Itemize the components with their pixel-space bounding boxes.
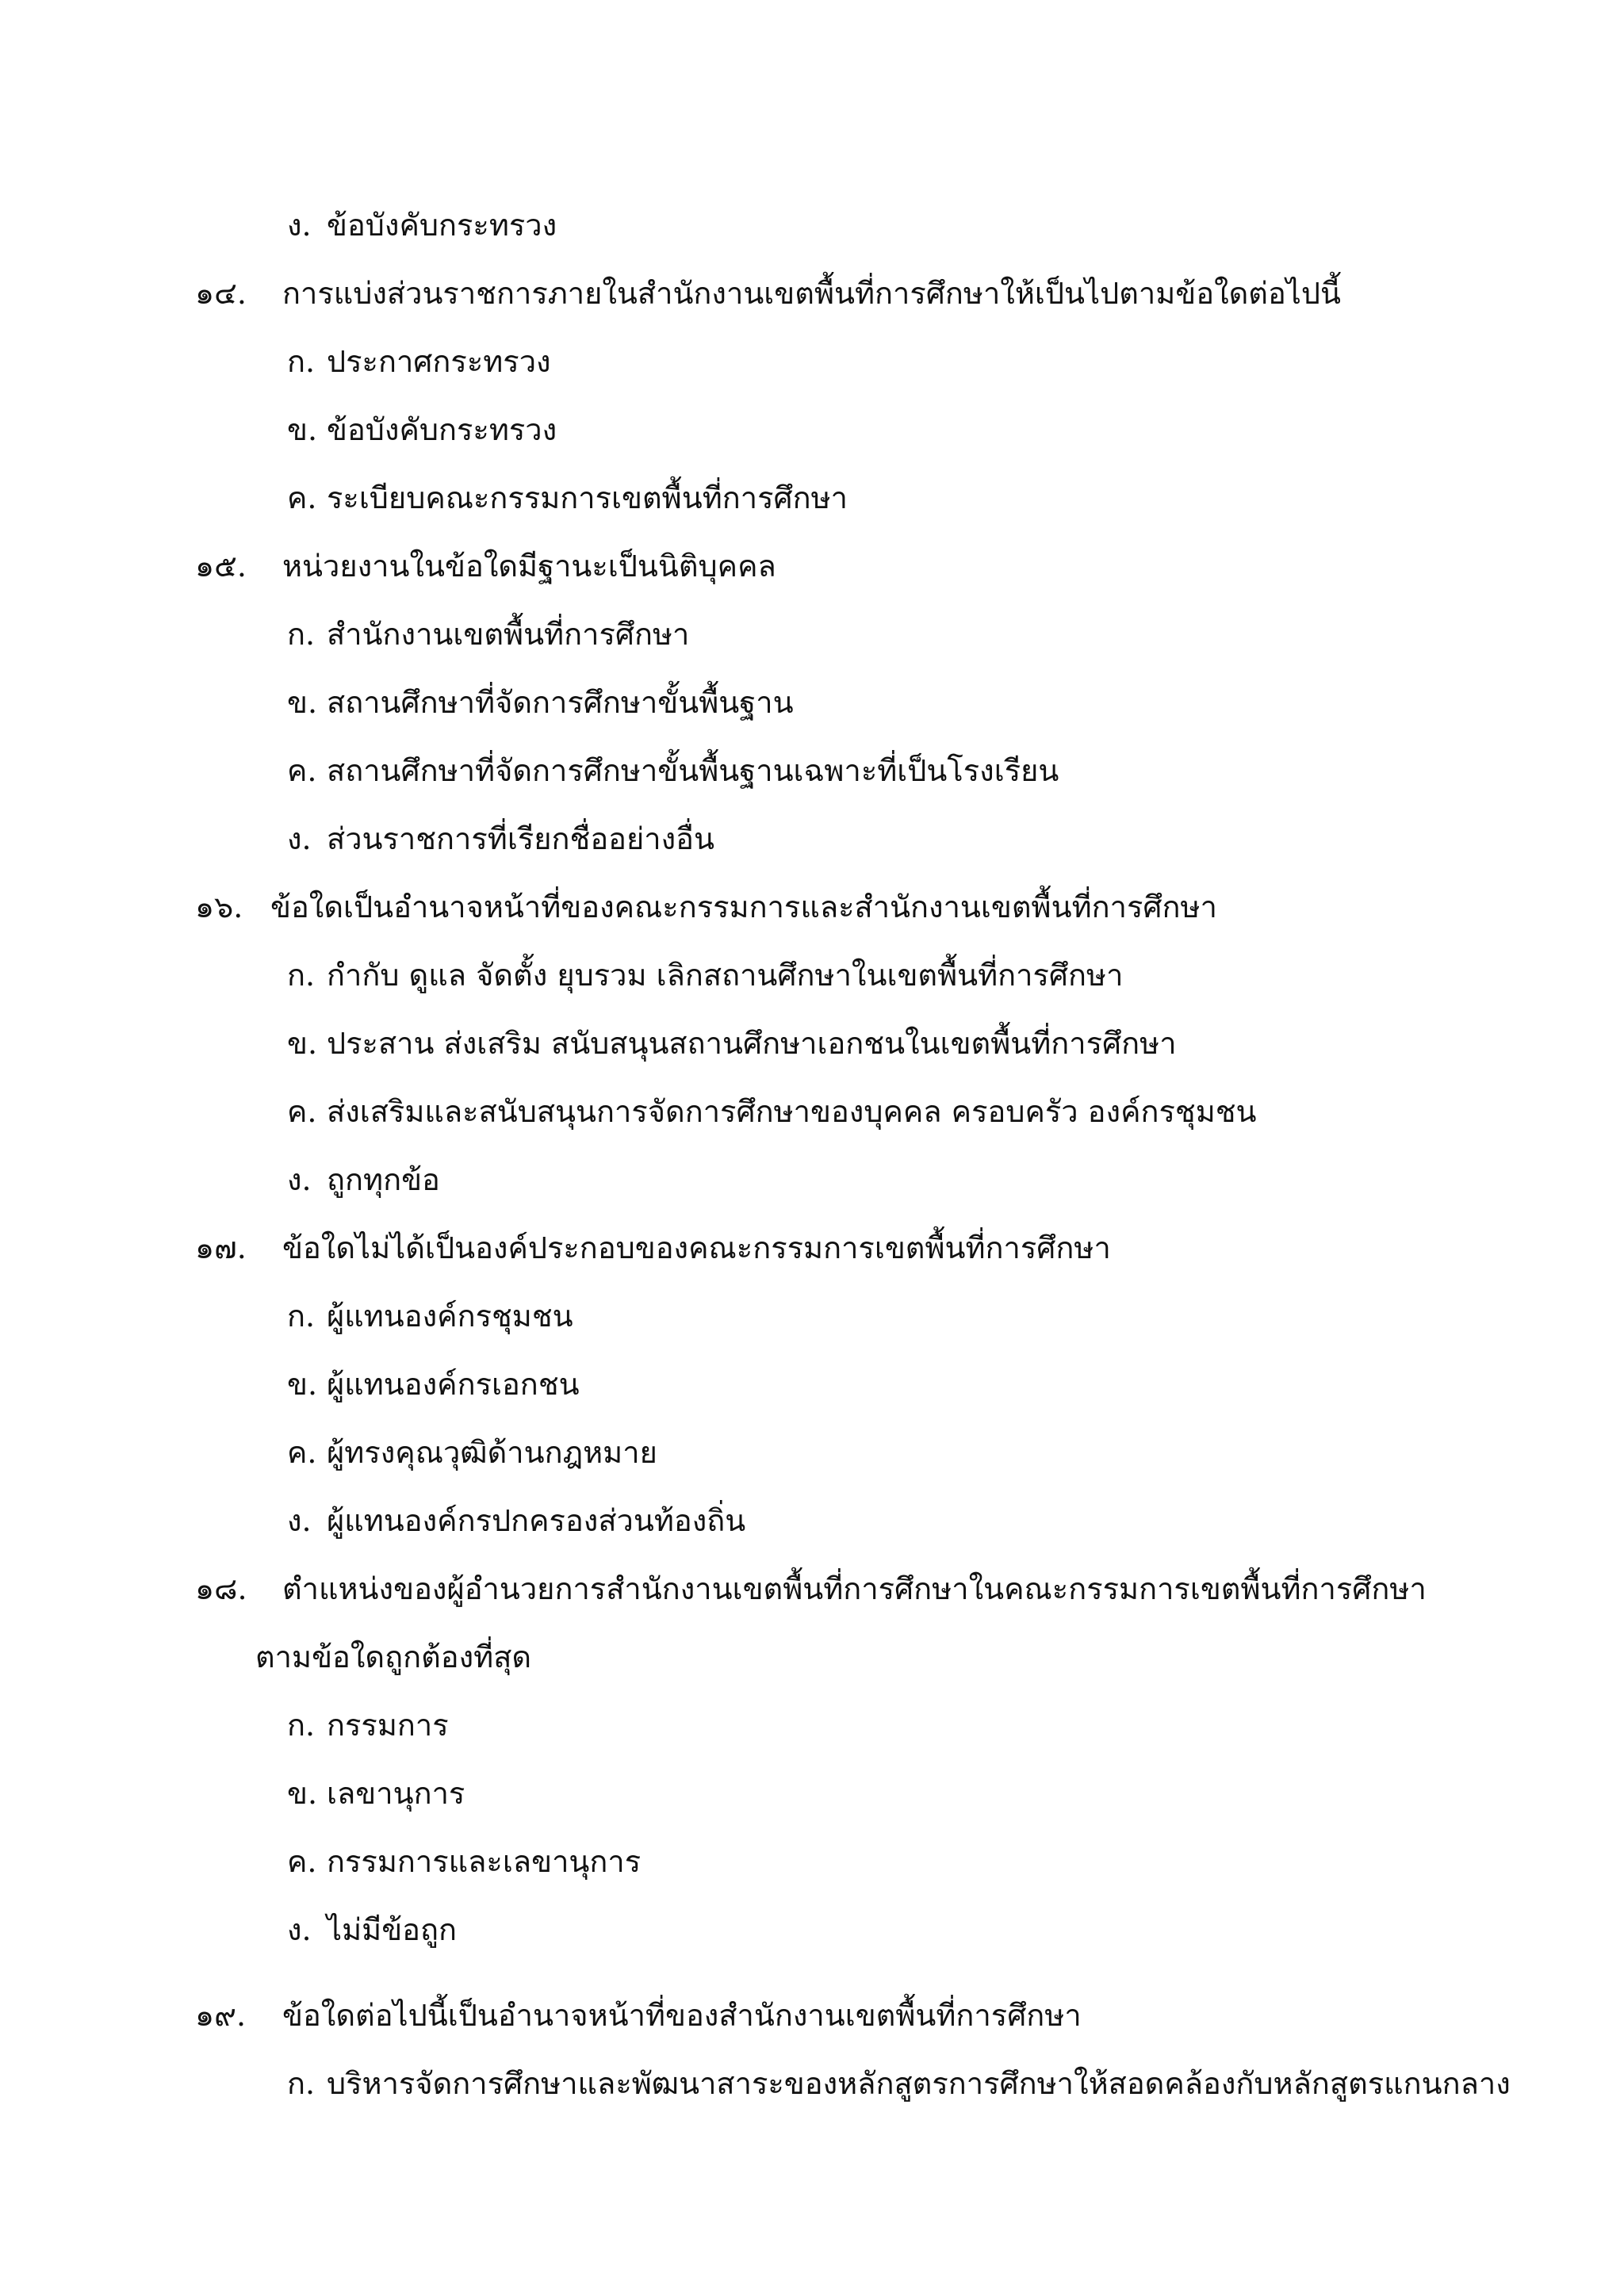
option-text: ข้อบังคับกระทรวง bbox=[327, 208, 557, 243]
option-text: ไม่มีข้อถูก bbox=[327, 1912, 458, 1947]
option-letter: ข. bbox=[287, 1026, 318, 1061]
option-line bbox=[287, 1026, 1177, 1062]
option-line bbox=[287, 1094, 1257, 1131]
question-text: ตำแหน่งของผู้อำนวยการสำนักงานเขตพื้นที่การศึกษาในคณะกรรมการเขตพื้นที่การศึกษา bbox=[282, 1571, 1427, 1606]
option-line bbox=[287, 958, 1123, 994]
option-line bbox=[287, 1162, 440, 1199]
option-text: เลขานุการ bbox=[327, 1776, 465, 1811]
option-line bbox=[287, 1367, 580, 1403]
option-text: กรรมการและเลขานุการ bbox=[327, 1844, 642, 1879]
question-number: ๑๙. bbox=[195, 1998, 247, 2033]
option-text: สถานศึกษาที่จัดการศึกษาขั้นพื้นฐาน bbox=[327, 685, 794, 720]
option-text: สำนักงานเขตพื้นที่การศึกษา bbox=[327, 617, 690, 652]
option-letter: ค. bbox=[287, 1844, 317, 1879]
option-text: ผู้แทนองค์กรเอกชน bbox=[327, 1367, 580, 1402]
option-line bbox=[287, 1776, 465, 1812]
question-text: ข้อใดไม่ได้เป็นองค์ประกอบของคณะกรรมการเขตพื้นที่การศึกษา bbox=[282, 1230, 1111, 1265]
question-number: ๑๗. bbox=[195, 1230, 247, 1265]
question-number: ๑๔. bbox=[195, 276, 247, 311]
option-letter: ก. bbox=[287, 2066, 316, 2101]
option-text: กำกับ ดูแล จัดตั้ง ยุบรวม เลิกสถานศึกษาในเขตพื้นที่การศึกษา bbox=[327, 958, 1124, 993]
question-number: ๑๖. bbox=[195, 890, 243, 924]
option-letter: ค. bbox=[287, 753, 317, 788]
option-text: ผู้แทนองค์กรปกครองส่วนท้องถิ่น bbox=[327, 1503, 746, 1538]
option-letter: ง. bbox=[287, 1912, 312, 1947]
option-letter: ข. bbox=[287, 1776, 318, 1811]
option-letter: ค. bbox=[287, 1094, 317, 1129]
option-letter: ข. bbox=[287, 1367, 318, 1402]
question-line bbox=[195, 890, 1217, 926]
question-text: ข้อใดต่อไปนี้เป็นอำนาจหน้าที่ของสำนักงานเขตพื้นที่การศึกษา bbox=[282, 1998, 1082, 2033]
question-continuation bbox=[255, 1640, 531, 1676]
option-letter: ง. bbox=[287, 1503, 312, 1538]
option-text: บริหารจัดการศึกษาและพัฒนาสาระของหลักสูตรการศึกษาให้สอดคล้องกับหลักสูตรแกนกลาง bbox=[327, 2066, 1511, 2101]
option-letter: ก. bbox=[287, 1708, 316, 1743]
option-text: ส่วนราชการที่เรียกชื่ออย่างอื่น bbox=[327, 821, 714, 856]
option-text: ประกาศกระทรวง bbox=[327, 344, 551, 379]
option-line bbox=[287, 685, 794, 721]
option-text: ถูกทุกข้อ bbox=[327, 1162, 440, 1197]
question-line bbox=[195, 1998, 1082, 2034]
question-number: ๑๘. bbox=[195, 1571, 247, 1606]
question-text: หน่วยงานในข้อใดมีฐานะเป็นนิติบุคคล bbox=[282, 549, 776, 584]
option-line bbox=[287, 1503, 745, 1540]
option-letter: ก. bbox=[287, 344, 316, 379]
option-letter: ค. bbox=[287, 1435, 317, 1470]
question-line bbox=[195, 549, 776, 585]
option-text: ประสาน ส่งเสริม สนับสนุนสถานศึกษาเอกชนในเขตพื้นที่การศึกษา bbox=[327, 1026, 1177, 1061]
option-line bbox=[287, 1435, 657, 1471]
option-line bbox=[287, 1844, 641, 1881]
option-line bbox=[287, 208, 557, 244]
option-letter: ข. bbox=[287, 412, 318, 447]
option-line bbox=[287, 480, 848, 517]
question-text: ตามข้อใดถูกต้องที่สุด bbox=[255, 1640, 532, 1674]
option-line bbox=[287, 412, 557, 449]
option-line bbox=[287, 1299, 573, 1335]
option-line bbox=[287, 821, 714, 858]
option-letter: ข. bbox=[287, 685, 318, 720]
option-line bbox=[287, 753, 1059, 790]
option-line bbox=[287, 1708, 449, 1744]
question-number: ๑๕. bbox=[195, 549, 247, 584]
question-text: การแบ่งส่วนราชการภายในสำนักงานเขตพื้นที่การศึกษาให้เป็นไปตามข้อใดต่อไปนี้ bbox=[282, 276, 1342, 311]
option-letter: ก. bbox=[287, 617, 316, 652]
option-text: กรรมการ bbox=[327, 1708, 449, 1743]
option-text: ข้อบังคับกระทรวง bbox=[327, 412, 557, 447]
option-text: ผู้ทรงคุณวุฒิด้านกฎหมาย bbox=[327, 1435, 657, 1470]
option-line bbox=[287, 1912, 457, 1949]
option-letter: ก. bbox=[287, 958, 316, 993]
option-text: ผู้แทนองค์กรชุมชน bbox=[327, 1299, 573, 1334]
option-line bbox=[287, 344, 551, 381]
option-line bbox=[287, 617, 689, 653]
option-text: ส่งเสริมและสนับสนุนการจัดการศึกษาของบุคคล ครอบครัว องค์กรชุมชน bbox=[327, 1094, 1257, 1129]
question-line bbox=[195, 276, 1341, 312]
option-letter: ง. bbox=[287, 208, 312, 243]
question-text: ข้อใดเป็นอำนาจหน้าที่ของคณะกรรมการและสำนักงานเขตพื้นที่การศึกษา bbox=[270, 890, 1217, 924]
option-letter: ค. bbox=[287, 480, 317, 515]
option-letter: ง. bbox=[287, 1162, 312, 1197]
option-letter: ง. bbox=[287, 821, 312, 856]
question-line bbox=[195, 1230, 1111, 1267]
option-letter: ก. bbox=[287, 1299, 316, 1334]
option-line bbox=[287, 2066, 1511, 2103]
option-text: สถานศึกษาที่จัดการศึกษาขั้นพื้นฐานเฉพาะที่เป็นโรงเรียน bbox=[327, 753, 1059, 788]
option-text: ระเบียบคณะกรรมการเขตพื้นที่การศึกษา bbox=[327, 480, 848, 515]
question-line bbox=[195, 1571, 1427, 1608]
